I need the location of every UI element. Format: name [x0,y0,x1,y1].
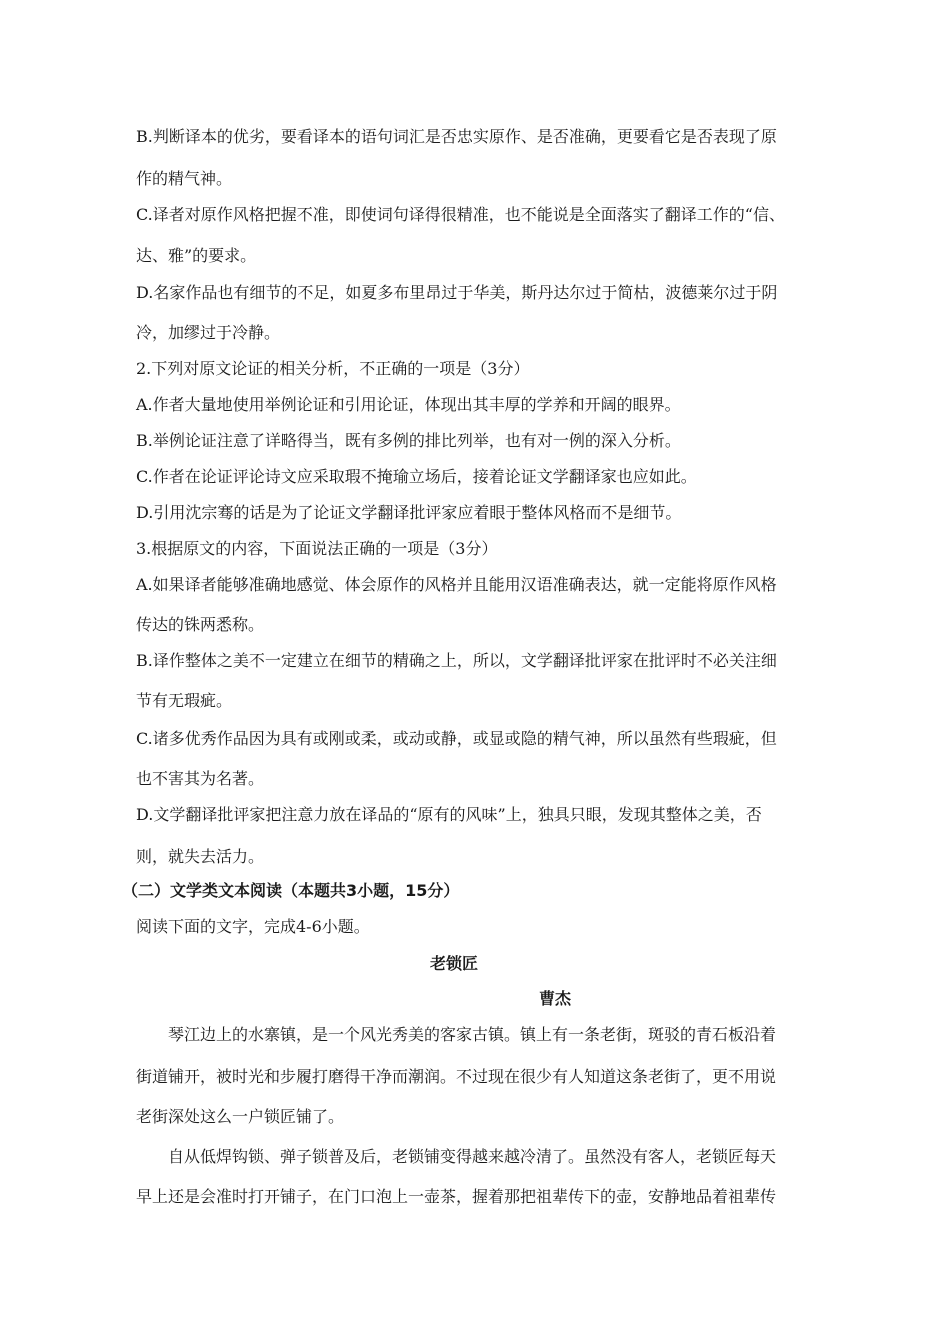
story-p2-line1: 自从低焊钩锁、弹子锁普及后，老锁铺变得越来越冷清了。虽然没有客人，老锁匠每天 [168,1147,777,1166]
q3-option-a-line1: A.如果译者能够准确地感觉、体会原作的风格并且能用汉语准确表达，就一定能将原作风格 [136,575,777,594]
q2-stem: 2.下列对原文论证的相关分析，不正确的一项是（3分） [136,359,530,378]
q3-stem: 3.根据原文的内容，下面说法正确的一项是（3分） [136,539,498,558]
q1-option-b-line1: B.判断译本的优劣，要看译本的语句词汇是否忠实原作、是否准确，更要看它是否表现了原 [136,127,777,146]
q1-option-b-line2: 作的精气神。 [136,169,233,188]
story-p2-line2: 早上还是会准时打开铺子，在门口泡上一壶茶，握着那把祖辈传下的壶，安静地品着祖辈传 [136,1187,777,1206]
story-p1-line3: 老街深处这么一户锁匠铺了。 [136,1107,345,1126]
q2-option-c: C.作者在论证评论诗文应采取瑕不掩瑜立场后，接着论证文学翻译家也应如此。 [136,467,697,486]
q3-option-c-line2: 也不害其为名著。 [136,769,265,788]
q2-option-d: D.引用沈宗骞的话是为了论证文学翻译批评家应着眼于整体风格而不是细节。 [136,503,682,522]
q3-option-b-line2: 节有无瑕疵。 [136,691,233,710]
story-p1-line1: 琴江边上的水寨镇，是一个风光秀美的客家古镇。镇上有一条老街，斑驳的青石板沿着 [168,1025,777,1044]
section-heading: （二）文学类文本阅读（本题共3小题，15分） [122,881,460,900]
q1-option-d-line2: 冷，加缪过于冷静。 [136,323,281,342]
q3-option-c-line1: C.诸多优秀作品因为具有或刚或柔，或动或静，或显或隐的精气神，所以虽然有些瑕疵，但 [136,729,777,748]
q1-option-c-line1: C.译者对原作风格把握不准，即使词句译得很精准，也不能说是全面落实了翻译工作的“信、 [136,205,785,224]
story-title: 老锁匠 [430,954,479,973]
q2-option-b: B.举例论证注意了详略得当，既有多例的排比列举，也有对一例的深入分析。 [136,431,681,450]
q3-option-b-line1: B.译作整体之美不一定建立在细节的精确之上，所以，文学翻译批评家在批评时不必关注细 [136,651,777,670]
q2-option-a: A.作者大量地使用举例论证和引用论证，体现出其丰厚的学养和开阔的眼界。 [136,395,681,414]
section-instruction: 阅读下面的文字，完成4-6小题。 [136,917,370,936]
q1-option-d-line1: D.名家作品也有细节的不足，如夏多布里昂过于华美，斯丹达尔过于简枯，波德莱尔过于阴 [136,283,778,302]
q3-option-d-line2: 则，就失去活力。 [136,847,265,866]
story-author: 曹杰 [539,989,572,1008]
story-p1-line2: 街道铺开，被时光和步履打磨得干净而潮润。不过现在很少有人知道这条老街了，更不用说 [136,1067,777,1086]
q1-option-c-line2: 达、雅”的要求。 [136,246,257,265]
q3-option-a-line2: 传达的铢两悉称。 [136,615,265,634]
q3-option-d-line1: D.文学翻译批评家把注意力放在译品的“原有的风味”上，独具只眼，发现其整体之美，否 [136,805,762,824]
